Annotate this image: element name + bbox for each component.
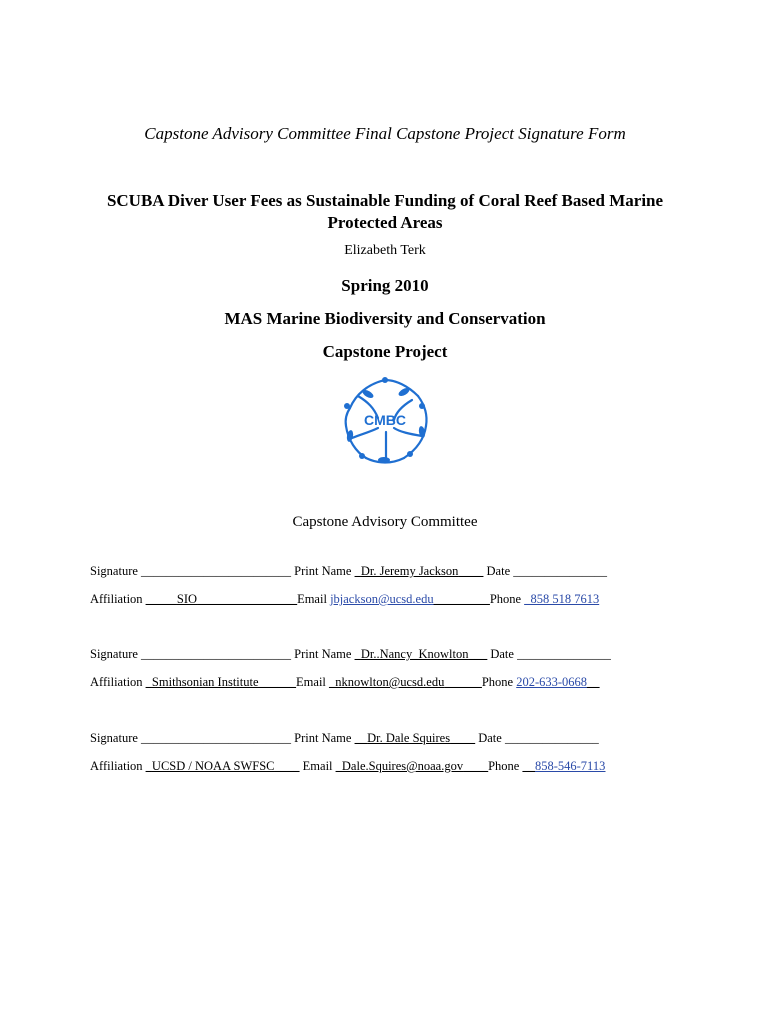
- project-label: Capstone Project: [322, 342, 448, 361]
- phone-value[interactable]: 202-633-0668__: [516, 675, 600, 689]
- phone-value[interactable]: __858-546-7113: [522, 759, 606, 773]
- date-line[interactable]: _______________: [517, 647, 611, 661]
- signature-row-3: [90, 731, 599, 746]
- print-name-label: Print Name: [294, 647, 352, 661]
- email-label: Email: [302, 759, 333, 773]
- signature-line[interactable]: ________________________: [141, 731, 292, 745]
- date-line[interactable]: _______________: [504, 731, 599, 745]
- print-name-value[interactable]: __Dr. Dale Squires____: [354, 731, 476, 745]
- print-name-value[interactable]: _Dr..Nancy_Knowlton___: [354, 647, 488, 661]
- affiliation-label: Affiliation: [90, 675, 143, 689]
- print-name-label: Print Name: [294, 731, 352, 745]
- phone-label: Phone: [488, 759, 520, 773]
- signature-row-2: [90, 647, 611, 662]
- signature-line[interactable]: ________________________: [141, 564, 292, 578]
- signature-label: Signature: [90, 564, 138, 578]
- email-value[interactable]: jbjackson@ucsd.edu_________: [330, 592, 490, 606]
- affiliation-value[interactable]: _Smithsonian Institute______: [145, 675, 297, 689]
- project-title: [0, 190, 770, 234]
- phone-value[interactable]: _858 518 7613: [524, 592, 600, 606]
- affiliation-value[interactable]: _____SIO________________: [145, 592, 298, 606]
- email-value[interactable]: _Dale.Squires@noaa.gov____: [335, 759, 489, 773]
- affiliation-row-2: [90, 675, 600, 690]
- email-value[interactable]: _nknowlton@ucsd.edu______: [329, 675, 482, 689]
- affiliation-row-1: [90, 592, 599, 607]
- signature-row-1: [90, 564, 607, 579]
- print-name-value[interactable]: _Dr. Jeremy Jackson____: [354, 564, 484, 578]
- email-text[interactable]: _nknowlton@ucsd.edu: [329, 675, 445, 689]
- email-label: Email: [297, 592, 327, 606]
- date-line[interactable]: _______________: [513, 564, 607, 578]
- project-title-text: SCUBA Diver User Fees as Sustainable Funding of Coral Reef Based Marine Protected Areas: [106, 191, 664, 232]
- email-link[interactable]: jbjackson@ucsd.edu: [330, 592, 434, 606]
- affiliation-label: Affiliation: [90, 592, 143, 606]
- signature-line[interactable]: ________________________: [141, 647, 292, 661]
- date-label: Date: [486, 564, 511, 578]
- date-label: Date: [478, 731, 502, 745]
- program-name: MAS Marine Biodiversity and Conservation: [224, 309, 546, 328]
- email-text[interactable]: _Dale.Squires@noaa.gov: [335, 759, 464, 773]
- logo-text: CMBC: [364, 412, 406, 428]
- date-label: Date: [490, 647, 514, 661]
- print-name-label: Print Name: [294, 564, 352, 578]
- affiliation-row-3: [90, 759, 605, 774]
- committee-heading: Capstone Advisory Committee: [292, 514, 478, 530]
- signature-label: Signature: [90, 731, 138, 745]
- author-name: Elizabeth Terk: [344, 243, 426, 258]
- email-label: Email: [296, 675, 326, 689]
- signature-label: Signature: [90, 647, 138, 661]
- phone-label: Phone: [489, 592, 522, 606]
- term: Spring 2010: [341, 276, 429, 295]
- cmbc-logo: [338, 374, 432, 468]
- form-title: Capstone Advisory Committee Final Capstone Project Signature Form: [144, 124, 626, 143]
- phone-label: Phone: [481, 675, 514, 689]
- affiliation-label: Affiliation: [90, 759, 143, 773]
- affiliation-value[interactable]: _UCSD / NOAA SWFSC____: [145, 759, 300, 773]
